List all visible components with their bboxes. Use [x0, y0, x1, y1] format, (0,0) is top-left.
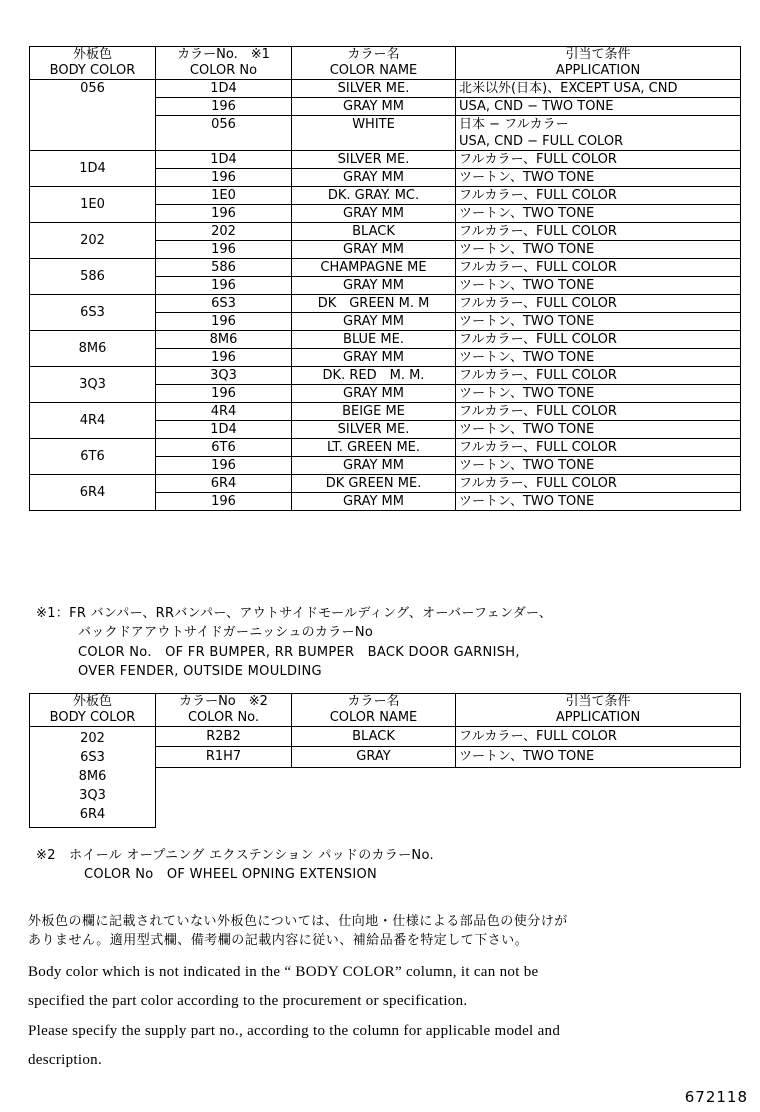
application-cell: [456, 457, 741, 475]
application-cell: [456, 98, 741, 116]
application-cell: [456, 385, 741, 403]
color-no-cell: 196: [156, 349, 292, 367]
color-no-cell: 1D4: [156, 421, 292, 439]
body-color-table: [29, 46, 741, 511]
application-line: フルカラー、FULL COLOR: [459, 188, 617, 203]
body-color-cell: 6R4: [30, 475, 156, 511]
body-color-cell: 3Q3: [30, 367, 156, 403]
header-application: 引当て条件 APPLICATION: [456, 47, 741, 80]
footer-en-line-4: description.: [28, 1052, 103, 1068]
body-color-cell: 586: [30, 259, 156, 295]
color-no-cell: 1D4: [156, 80, 292, 98]
application-line: フルカラー、FULL COLOR: [459, 440, 617, 455]
application-line: ツートン、TWO TONE: [459, 206, 595, 221]
application-cell: [456, 151, 741, 169]
color-no-cell: 196: [156, 493, 292, 511]
note1-line-1: ※1：FR バンパー、RRバンパー、アウトサイドモールディング、オーバーフェンダー、: [36, 606, 553, 621]
application-line: 日本 − フルカラー: [459, 117, 569, 132]
color-no-cell: 3Q3: [156, 367, 292, 385]
footer-jp-line-1: 外板色の欄に記載されていない外板色については、仕向地・仕様による部品色の使分けが: [28, 914, 568, 929]
application-line: USA, CND − TWO TONE: [459, 99, 614, 114]
color-name-cell: SILVER ME.: [292, 421, 456, 439]
body-color: 202: [80, 731, 105, 746]
body-color: 3Q3: [79, 788, 106, 803]
footer-en-line-2: specified the part color according to the procurement or specification.: [28, 993, 468, 1009]
color-name-cell: BEIGE ME: [292, 403, 456, 421]
application-cell: [456, 241, 741, 259]
header-color-name: カラー名 COLOR NAME: [292, 694, 456, 727]
table-row: [30, 80, 741, 98]
color-name-cell: GRAY MM: [292, 385, 456, 403]
application-cell: [456, 205, 741, 223]
application-cell: [456, 277, 741, 295]
body-color-cell: 6S3: [30, 295, 156, 331]
note2-line-2: COLOR No OF WHEEL OPNING EXTENSION: [84, 867, 378, 882]
table-header-row: [30, 47, 741, 80]
color-no-cell: 6T6: [156, 439, 292, 457]
application-line: ツートン、TWO TONE: [459, 170, 595, 185]
color-no-cell: 6S3: [156, 295, 292, 313]
note1-line-2: バックドアアウトサイドガーニッシュのカラーNo: [78, 625, 374, 640]
color-no-cell: 196: [156, 98, 292, 116]
color-name-cell: BLUE ME.: [292, 331, 456, 349]
application-line: ツートン、TWO TONE: [459, 278, 595, 293]
color-name-cell: LT. GREEN ME.: [292, 439, 456, 457]
application-line: ツートン、TWO TONE: [459, 350, 595, 365]
table-row: [30, 151, 741, 169]
body-color-cell: 056: [30, 80, 156, 151]
body-color-list-cell: [30, 727, 156, 828]
color-name-cell: GRAY MM: [292, 313, 456, 331]
application-line: ツートン、TWO TONE: [459, 242, 595, 257]
application-cell: [456, 475, 741, 493]
footer-en-line-3: Please specify the supply part no., according to the column for applicable model and: [28, 1023, 561, 1039]
table2-header-row: [30, 694, 741, 727]
color-name-cell: GRAY MM: [292, 457, 456, 475]
application-cell: [456, 169, 741, 187]
color-name-cell: GRAY MM: [292, 98, 456, 116]
body-color-cell: 1E0: [30, 187, 156, 223]
application-line: フルカラー、FULL COLOR: [459, 404, 617, 419]
header-body-color: 外板色 BODY COLOR: [30, 47, 156, 80]
body-color-cell: 4R4: [30, 403, 156, 439]
application-line: フルカラー、FULL COLOR: [459, 296, 617, 311]
color-no-cell: 196: [156, 241, 292, 259]
application-line: ツートン、TWO TONE: [459, 422, 595, 437]
header-color-name: カラー名 COLOR NAME: [292, 47, 456, 80]
application-cell: [456, 80, 741, 98]
color-no-cell: 586: [156, 259, 292, 277]
color-name-cell: GRAY: [292, 747, 456, 767]
body-color: 6R4: [79, 807, 106, 822]
application-cell: [456, 259, 741, 277]
color-no-cell: 1E0: [156, 187, 292, 205]
header-color-no: カラーNo. ※1 COLOR No: [156, 47, 292, 80]
table-row: [30, 187, 741, 205]
color-name-cell: SILVER ME.: [292, 151, 456, 169]
color-no-cell: 196: [156, 457, 292, 475]
color-no-cell: R1H7: [156, 747, 292, 767]
color-name-cell: SILVER ME.: [292, 80, 456, 98]
application-cell: [456, 313, 741, 331]
color-no-cell: 1D4: [156, 151, 292, 169]
application-cell: フルカラー、FULL COLOR: [456, 727, 741, 747]
application-cell: [456, 493, 741, 511]
color-no-cell: R2B2: [156, 727, 292, 747]
color-name-cell: GRAY MM: [292, 241, 456, 259]
application-line: フルカラー、FULL COLOR: [459, 224, 617, 239]
body-color-cell: 1D4: [30, 151, 156, 187]
application-cell: [456, 331, 741, 349]
color-name-cell: GRAY MM: [292, 493, 456, 511]
header-color-no: カラーNo ※2 COLOR No.: [156, 694, 292, 727]
header-application: 引当て条件 APPLICATION: [456, 694, 741, 727]
color-no-cell: 196: [156, 169, 292, 187]
body-color-cell: 202: [30, 223, 156, 259]
color-no-cell: 056: [156, 116, 292, 151]
color-name-cell: CHAMPAGNE ME: [292, 259, 456, 277]
color-name-cell: GRAY MM: [292, 277, 456, 295]
table-row: [30, 439, 741, 457]
application-cell: [456, 116, 741, 151]
wheel-extension-table: [29, 693, 741, 828]
table-row: [30, 475, 741, 493]
application-cell: [456, 349, 741, 367]
table-row: [30, 295, 741, 313]
color-name-cell: WHITE: [292, 116, 456, 151]
application-line: ツートン、TWO TONE: [459, 386, 595, 401]
application-line: フルカラー、FULL COLOR: [459, 260, 617, 275]
document-code: 672118: [684, 1088, 748, 1106]
application-cell: [456, 187, 741, 205]
table-body: [30, 80, 741, 511]
application-cell: [456, 403, 741, 421]
color-name-cell: BLACK: [292, 727, 456, 747]
color-no-cell: 4R4: [156, 403, 292, 421]
application-cell: ツートン、TWO TONE: [456, 747, 741, 767]
table-row: [30, 331, 741, 349]
color-no-cell: 6R4: [156, 475, 292, 493]
color-no-cell: 202: [156, 223, 292, 241]
note1-line-3: COLOR No. OF FR BUMPER, RR BUMPER BACK DOOR GARNISH,: [78, 645, 520, 660]
color-name-cell: GRAY MM: [292, 205, 456, 223]
color-name-cell: DK. RED M. M.: [292, 367, 456, 385]
color-name-cell: GRAY MM: [292, 349, 456, 367]
application-cell: [456, 367, 741, 385]
table-row: [30, 223, 741, 241]
body-color-cell: 8M6: [30, 331, 156, 367]
application-line: フルカラー、FULL COLOR: [459, 332, 617, 347]
application-cell: [456, 439, 741, 457]
note1-line-4: OVER FENDER, OUTSIDE MOULDING: [78, 664, 322, 679]
table-row: [30, 727, 741, 747]
color-name-cell: DK GREEN ME.: [292, 475, 456, 493]
application-line: フルカラー、FULL COLOR: [459, 368, 617, 383]
color-no-cell: 196: [156, 313, 292, 331]
empty-area: [156, 767, 741, 828]
color-name-cell: BLACK: [292, 223, 456, 241]
note2-line-1: ※2 ホイール オープニング エクステンション パッドのカラーNo.: [36, 848, 434, 863]
color-no-cell: 196: [156, 205, 292, 223]
application-line: フルカラー、FULL COLOR: [459, 152, 617, 167]
color-name-cell: DK GREEN M. M: [292, 295, 456, 313]
application-cell: [456, 295, 741, 313]
color-no-cell: 196: [156, 385, 292, 403]
application-line: ツートン、TWO TONE: [459, 458, 595, 473]
table-row: [30, 403, 741, 421]
application-line: USA, CND − FULL COLOR: [459, 134, 624, 149]
application-cell: [456, 421, 741, 439]
body-color-cell: 6T6: [30, 439, 156, 475]
body-color: 6S3: [80, 750, 105, 765]
header-body-color: 外板色 BODY COLOR: [30, 694, 156, 727]
application-line: 北米以外(日本)、EXCEPT USA, CND: [459, 81, 678, 96]
color-no-cell: 8M6: [156, 331, 292, 349]
application-line: ツートン、TWO TONE: [459, 494, 595, 509]
application-line: ツートン、TWO TONE: [459, 314, 595, 329]
footer-jp-line-2: ありません。適用型式欄、備考欄の記載内容に従い、補給品番を特定して下さい。: [28, 933, 529, 948]
application-cell: [456, 223, 741, 241]
body-color: 8M6: [78, 769, 107, 784]
color-no-cell: 196: [156, 277, 292, 295]
application-line: フルカラー、FULL COLOR: [459, 476, 617, 491]
color-name-cell: DK. GRAY. MC.: [292, 187, 456, 205]
footer-en-line-1: Body color which is not indicated in the “ BODY COLOR” column, it can not be: [28, 964, 539, 980]
color-name-cell: GRAY MM: [292, 169, 456, 187]
table-row: [30, 367, 741, 385]
table-row: [30, 259, 741, 277]
